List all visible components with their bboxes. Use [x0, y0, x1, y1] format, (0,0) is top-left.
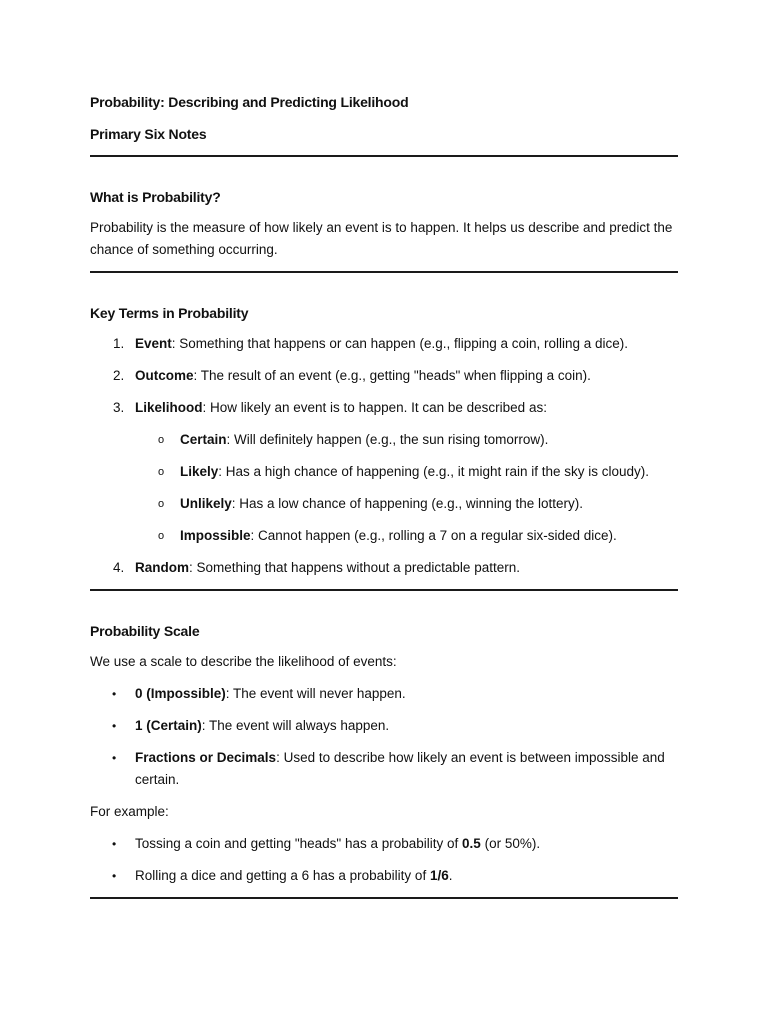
example-text: Rolling a dice and getting a 6 has a probability of — [135, 868, 430, 883]
section-heading-terms: Key Terms in Probability — [90, 305, 249, 321]
term-description: : Used to describe how likely an event is between impossible and certain. — [135, 750, 665, 787]
list-item — [90, 397, 678, 419]
term-label: Likelihood — [135, 400, 203, 415]
term-label: Impossible — [180, 528, 251, 543]
list-item — [90, 333, 678, 355]
bullet-icon: • — [112, 751, 117, 765]
section-heading-what: What is Probability? — [90, 189, 221, 205]
term-label: Certain — [180, 432, 227, 447]
example-intro: For example: — [90, 804, 169, 819]
term-label: Fractions or Decimals — [135, 750, 277, 765]
sub-list-item — [90, 429, 678, 451]
circle-bullet-icon: o — [158, 466, 165, 478]
bullet-icon: • — [112, 869, 117, 883]
terms-list — [90, 333, 678, 419]
circle-bullet-icon: o — [158, 498, 165, 510]
sub-list-item — [90, 461, 678, 483]
bullet-icon: • — [112, 837, 117, 851]
term-description: : Something that happens or can happen (e.g., flipping a coin, rolling a dice). — [171, 336, 629, 351]
term-description: : Cannot happen (e.g., rolling a 7 on a regular six-sided dice). — [250, 528, 617, 543]
document-title: Probability: Describing and Predicting Likelihood — [90, 94, 409, 110]
circle-bullet-icon: o — [158, 434, 165, 446]
term-label: 0 (Impossible) — [135, 686, 226, 701]
document-content — [90, 92, 678, 899]
term-label: Likely — [180, 464, 219, 479]
scale-list — [90, 683, 678, 791]
bullet-icon: • — [112, 687, 117, 701]
divider — [90, 589, 678, 591]
list-item — [90, 747, 678, 791]
term-description: : The result of an event (e.g., getting "heads" when flipping a coin). — [193, 368, 591, 383]
likelihood-sublist — [90, 429, 678, 547]
term-label: Event — [135, 336, 172, 351]
term-label: Outcome — [135, 368, 194, 383]
list-item — [90, 557, 678, 579]
list-item — [90, 365, 678, 387]
list-item — [90, 865, 678, 887]
term-description: : Will definitely happen (e.g., the sun rising tomorrow). — [226, 432, 549, 447]
example-list — [90, 833, 678, 887]
document-subtitle: Primary Six Notes — [90, 126, 207, 142]
list-number: 1. — [113, 336, 125, 351]
term-description: : Has a low chance of happening (e.g., winning the lottery). — [231, 496, 583, 511]
section-heading-scale: Probability Scale — [90, 623, 200, 639]
divider — [90, 271, 678, 273]
list-number: 3. — [113, 400, 125, 415]
list-item — [90, 715, 678, 737]
list-item — [90, 683, 678, 705]
term-label: 1 (Certain) — [135, 718, 202, 733]
sub-list-item — [90, 525, 678, 547]
list-number: 2. — [113, 368, 125, 383]
example-text-end: (or 50%). — [480, 836, 541, 851]
circle-bullet-icon: o — [158, 530, 165, 542]
term-description: : Has a high chance of happening (e.g., it might rain if the sky is cloudy). — [218, 464, 650, 479]
sub-list-item — [90, 493, 678, 515]
example-text-end: . — [448, 868, 453, 883]
divider — [90, 155, 678, 157]
term-description: : Something that happens without a predictable pattern. — [189, 560, 520, 575]
divider — [90, 897, 678, 899]
list-item — [90, 833, 678, 855]
list-number: 4. — [113, 560, 125, 575]
scale-intro: We use a scale to describe the likelihood of events: — [90, 654, 397, 669]
bullet-icon: • — [112, 719, 117, 733]
section-body-what: Probability is the measure of how likely an event is to happen. It helps us describe and predict the chance of something occurring. — [90, 220, 673, 257]
term-description: : The event will always happen. — [201, 718, 390, 733]
term-description: : The event will never happen. — [225, 686, 406, 701]
terms-list-continued — [90, 557, 678, 579]
term-label: Random — [135, 560, 189, 575]
probability-value: 0.5 — [462, 836, 481, 851]
probability-value: 1/6 — [429, 868, 449, 883]
term-description: : How likely an event is to happen. It can be described as: — [202, 400, 547, 415]
term-label: Unlikely — [180, 496, 232, 511]
example-text: Tossing a coin and getting "heads" has a probability of — [135, 836, 463, 851]
